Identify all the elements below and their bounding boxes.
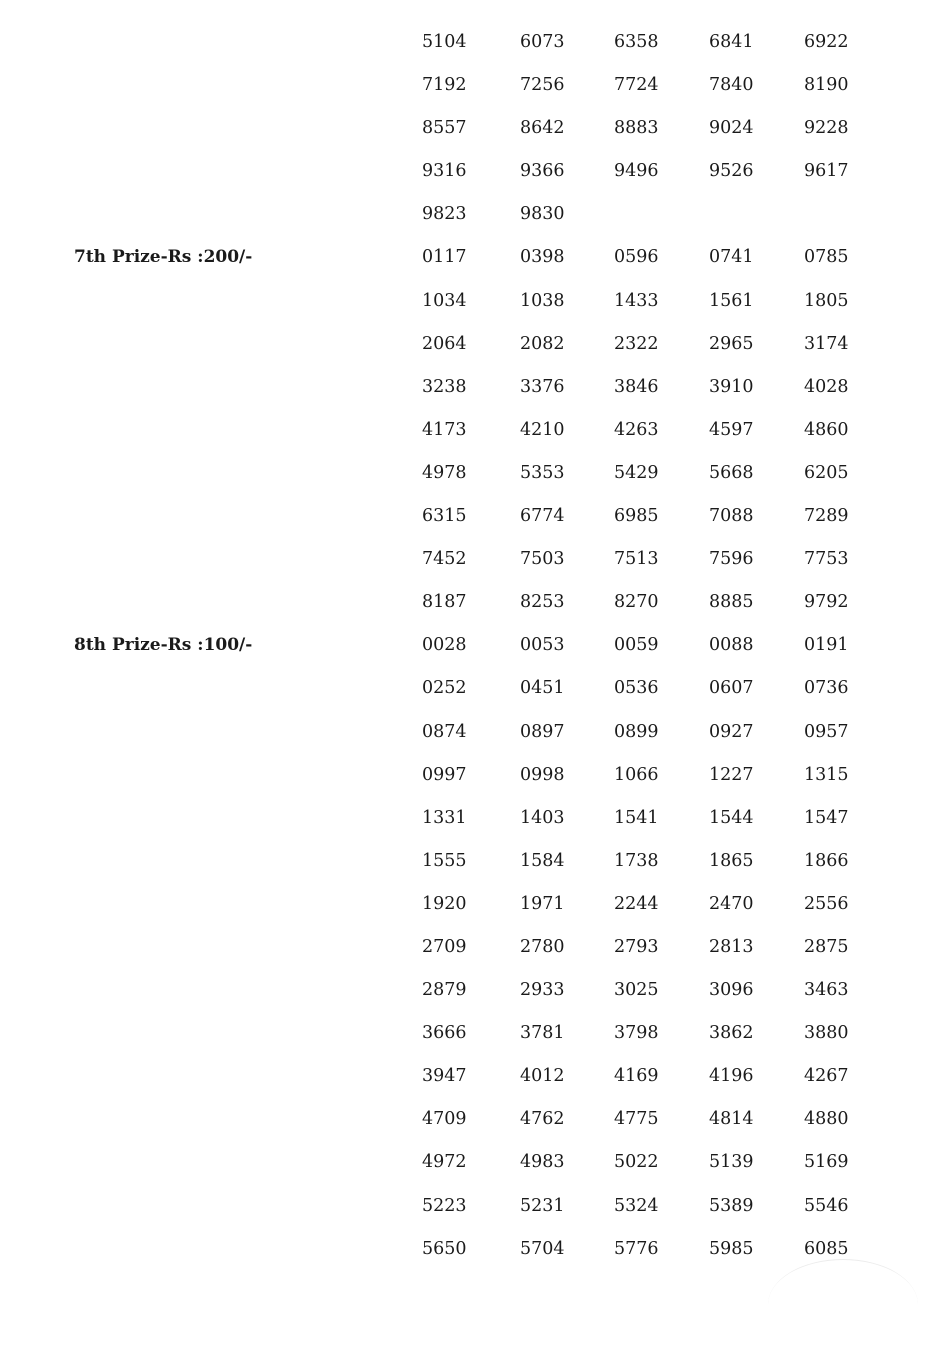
winning-number: 1315 — [804, 764, 849, 785]
winning-number: 0741 — [709, 247, 754, 268]
winning-number: 2322 — [614, 333, 659, 354]
winning-number: 1066 — [614, 764, 659, 785]
winning-number: 4775 — [614, 1109, 659, 1130]
winning-number: 6358 — [614, 32, 659, 52]
winning-number: 2244 — [614, 893, 659, 914]
winning-number: 7192 — [422, 75, 467, 96]
winning-number: 0059 — [614, 635, 659, 656]
winning-number: 1561 — [709, 290, 754, 311]
winning-number: 1433 — [614, 290, 659, 311]
number-row — [0, 581, 948, 624]
winning-number: 2933 — [520, 980, 565, 1001]
number-row — [0, 1012, 948, 1055]
winning-number: 1971 — [520, 893, 565, 914]
winning-number: 7513 — [614, 549, 659, 570]
winning-number: 1034 — [422, 290, 467, 311]
winning-number: 5104 — [422, 32, 467, 52]
winning-number: 0899 — [614, 721, 659, 742]
winning-number: 5668 — [709, 462, 754, 483]
winning-number: 2793 — [614, 936, 659, 957]
winning-number: 0927 — [709, 721, 754, 742]
winning-number: 0897 — [520, 721, 565, 742]
winning-number: 9316 — [422, 161, 467, 182]
winning-number: 6985 — [614, 506, 659, 527]
winning-number: 1403 — [520, 807, 565, 828]
number-row — [0, 667, 948, 710]
winning-number: 4012 — [520, 1066, 565, 1087]
winning-number: 4972 — [422, 1152, 467, 1173]
winning-number: 4978 — [422, 462, 467, 483]
number-row — [0, 64, 948, 107]
winning-number: 2813 — [709, 936, 754, 957]
winning-number: 1865 — [709, 850, 754, 871]
number-row — [0, 236, 948, 279]
number-row — [0, 1055, 948, 1098]
winning-number: 6315 — [422, 506, 467, 527]
winning-number: 4880 — [804, 1109, 849, 1130]
winning-number: 9366 — [520, 161, 565, 182]
winning-number: 0874 — [422, 721, 467, 742]
winning-number: 6774 — [520, 506, 565, 527]
number-row — [0, 150, 948, 193]
number-row — [0, 452, 948, 495]
winning-number: 9792 — [804, 592, 849, 613]
winning-number: 1738 — [614, 850, 659, 871]
number-row — [0, 409, 948, 452]
winning-number: 1866 — [804, 850, 849, 871]
winning-number: 2064 — [422, 333, 467, 354]
number-row — [0, 883, 948, 926]
winning-number: 1584 — [520, 850, 565, 871]
winning-number: 4169 — [614, 1066, 659, 1087]
winning-number: 3174 — [804, 333, 849, 354]
number-row — [0, 538, 948, 581]
winning-number: 1331 — [422, 807, 467, 828]
prize-label: 8th Prize-Rs :100/- — [74, 635, 253, 656]
prize-section — [0, 236, 948, 624]
winning-number: 2470 — [709, 893, 754, 914]
winning-number: 0607 — [709, 678, 754, 699]
winning-number: 2556 — [804, 893, 849, 914]
number-row — [0, 1141, 948, 1184]
number-row — [0, 366, 948, 409]
number-row — [0, 21, 948, 64]
winning-number: 9228 — [804, 118, 849, 139]
winning-number: 2780 — [520, 936, 565, 957]
winning-number: 0451 — [520, 678, 565, 699]
winning-number: 6922 — [804, 32, 849, 52]
winning-number: 5223 — [422, 1195, 467, 1216]
winning-number: 9823 — [422, 204, 467, 225]
winning-number: 5324 — [614, 1195, 659, 1216]
winning-number: 7596 — [709, 549, 754, 570]
winning-number: 3376 — [520, 376, 565, 397]
number-row — [0, 624, 948, 667]
winning-number: 9830 — [520, 204, 565, 225]
winning-number: 4173 — [422, 419, 467, 440]
number-row — [0, 1185, 948, 1228]
winning-number: 4263 — [614, 419, 659, 440]
prize-section — [0, 21, 948, 236]
winning-number: 0997 — [422, 764, 467, 785]
winning-number: 1805 — [804, 290, 849, 311]
number-row — [0, 107, 948, 150]
winning-number: 3846 — [614, 376, 659, 397]
winning-number: 9024 — [709, 118, 754, 139]
winning-number: 4267 — [804, 1066, 849, 1087]
number-row — [0, 495, 948, 538]
winning-number: 9617 — [804, 161, 849, 182]
winning-number: 2965 — [709, 333, 754, 354]
winning-number: 0785 — [804, 247, 849, 268]
winning-number: 4860 — [804, 419, 849, 440]
winning-number: 0998 — [520, 764, 565, 785]
winning-number: 3238 — [422, 376, 467, 397]
winning-number: 3781 — [520, 1023, 565, 1044]
number-row — [0, 797, 948, 840]
winning-number: 7452 — [422, 549, 467, 570]
winning-number: 4028 — [804, 376, 849, 397]
winning-number: 6841 — [709, 32, 754, 52]
winning-number: 3798 — [614, 1023, 659, 1044]
winning-number: 3947 — [422, 1066, 467, 1087]
winning-number: 1555 — [422, 850, 467, 871]
winning-number: 2082 — [520, 333, 565, 354]
winning-number: 0398 — [520, 247, 565, 268]
winning-number: 5389 — [709, 1195, 754, 1216]
winning-number: 8885 — [709, 592, 754, 613]
winning-number: 7256 — [520, 75, 565, 96]
winning-number: 5776 — [614, 1238, 659, 1259]
winning-number: 4814 — [709, 1109, 754, 1130]
prize-section — [0, 624, 948, 1270]
number-row — [0, 926, 948, 969]
winning-number: 5985 — [709, 1238, 754, 1259]
winning-number: 7724 — [614, 75, 659, 96]
winning-number: 9526 — [709, 161, 754, 182]
winning-number: 0191 — [804, 635, 849, 656]
winning-number: 6073 — [520, 32, 565, 52]
number-row — [0, 1098, 948, 1141]
number-row — [0, 711, 948, 754]
winning-number: 0088 — [709, 635, 754, 656]
winning-number: 5650 — [422, 1238, 467, 1259]
winning-number: 3025 — [614, 980, 659, 1001]
results-sheet — [0, 21, 948, 1271]
winning-number: 5429 — [614, 462, 659, 483]
winning-number: 2879 — [422, 980, 467, 1001]
winning-number: 5704 — [520, 1238, 565, 1259]
winning-number: 5353 — [520, 462, 565, 483]
winning-number: 0053 — [520, 635, 565, 656]
number-row — [0, 280, 948, 323]
winning-number: 0736 — [804, 678, 849, 699]
winning-number: 0536 — [614, 678, 659, 699]
winning-number: 3880 — [804, 1023, 849, 1044]
winning-number: 0028 — [422, 635, 467, 656]
winning-number: 4210 — [520, 419, 565, 440]
winning-number: 3862 — [709, 1023, 754, 1044]
winning-number: 2709 — [422, 936, 467, 957]
winning-number: 7840 — [709, 75, 754, 96]
winning-number: 7289 — [804, 506, 849, 527]
winning-number: 8187 — [422, 592, 467, 613]
winning-number: 4983 — [520, 1152, 565, 1173]
winning-number: 4762 — [520, 1109, 565, 1130]
winning-number: 7503 — [520, 549, 565, 570]
winning-number: 1227 — [709, 764, 754, 785]
winning-number: 1544 — [709, 807, 754, 828]
winning-number: 8190 — [804, 75, 849, 96]
winning-number: 8883 — [614, 118, 659, 139]
winning-number: 3463 — [804, 980, 849, 1001]
winning-number: 1541 — [614, 807, 659, 828]
winning-number: 8253 — [520, 592, 565, 613]
winning-number: 0252 — [422, 678, 467, 699]
number-row — [0, 969, 948, 1012]
winning-number: 3666 — [422, 1023, 467, 1044]
winning-number: 5169 — [804, 1152, 849, 1173]
winning-number: 8642 — [520, 118, 565, 139]
winning-number: 5139 — [709, 1152, 754, 1173]
winning-number: 3096 — [709, 980, 754, 1001]
winning-number: 4597 — [709, 419, 754, 440]
number-row — [0, 840, 948, 883]
winning-number: 1038 — [520, 290, 565, 311]
winning-number: 6085 — [804, 1238, 849, 1259]
winning-number: 4709 — [422, 1109, 467, 1130]
winning-number: 3910 — [709, 376, 754, 397]
winning-number: 7753 — [804, 549, 849, 570]
winning-number: 8270 — [614, 592, 659, 613]
winning-number: 9496 — [614, 161, 659, 182]
number-row — [0, 323, 948, 366]
number-row — [0, 754, 948, 797]
winning-number: 6205 — [804, 462, 849, 483]
winning-number: 0596 — [614, 247, 659, 268]
winning-number: 7088 — [709, 506, 754, 527]
winning-number: 5546 — [804, 1195, 849, 1216]
winning-number: 8557 — [422, 118, 467, 139]
page-corner-decoration — [768, 1259, 918, 1350]
winning-number: 1547 — [804, 807, 849, 828]
winning-number: 1920 — [422, 893, 467, 914]
winning-number: 0957 — [804, 721, 849, 742]
winning-number: 0117 — [422, 247, 467, 268]
number-row — [0, 193, 948, 236]
winning-number: 5231 — [520, 1195, 565, 1216]
winning-number: 4196 — [709, 1066, 754, 1087]
winning-number: 2875 — [804, 936, 849, 957]
prize-label: 7th Prize-Rs :200/- — [74, 247, 253, 268]
winning-number: 5022 — [614, 1152, 659, 1173]
